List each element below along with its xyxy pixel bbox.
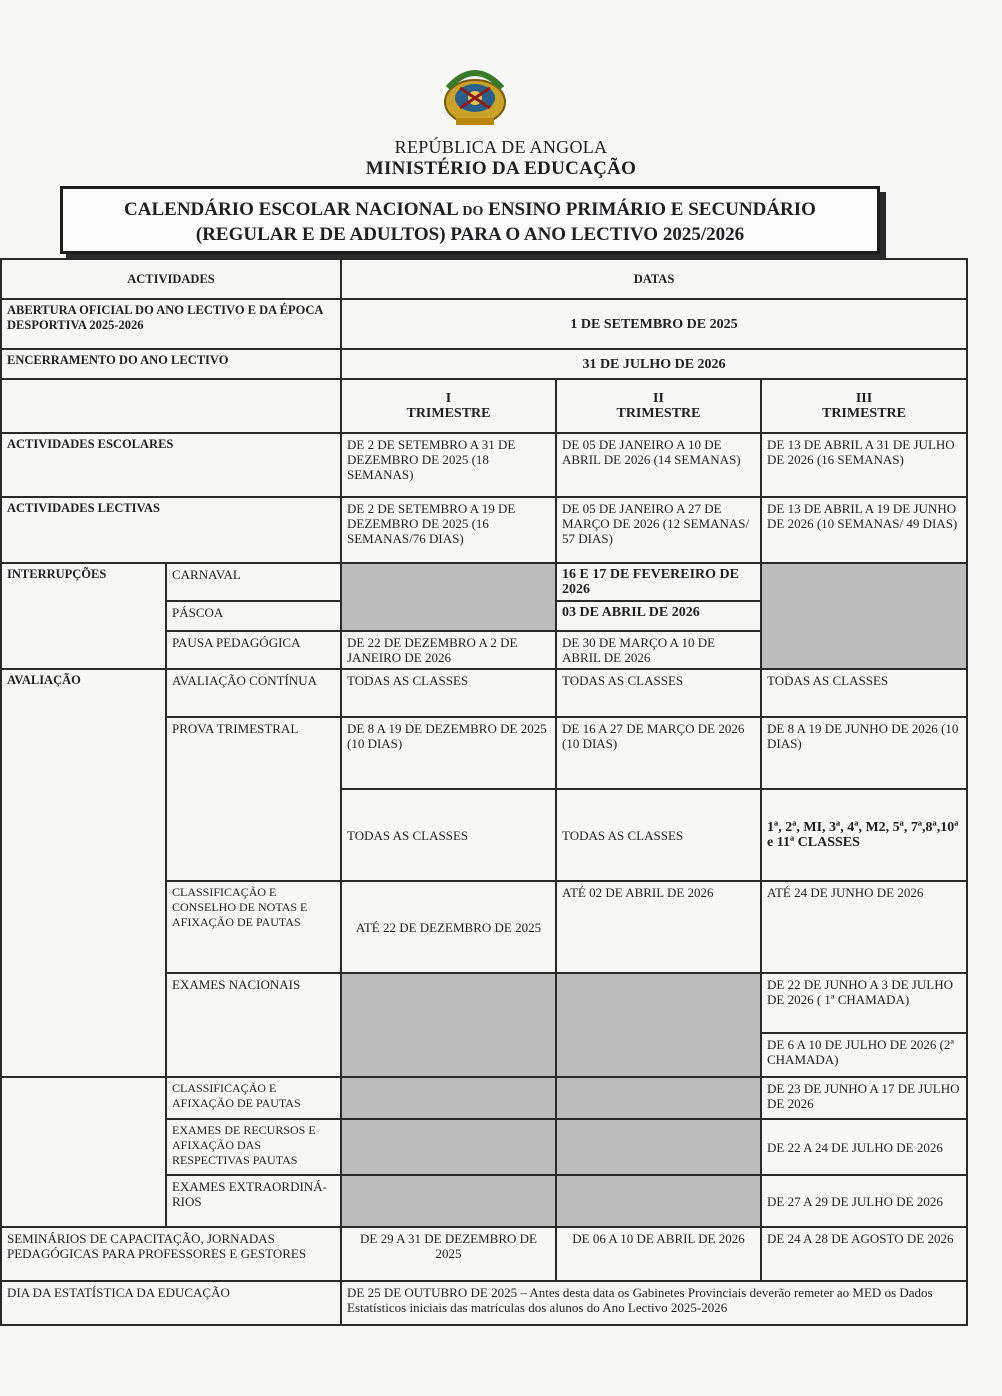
school-activities-t3: DE 13 DE ABRIL A 31 DE JULHO DE 2026 (16 SEMANAS) xyxy=(761,433,967,497)
trimester-1-header xyxy=(341,379,556,433)
grey-cell xyxy=(341,1119,556,1175)
table-row xyxy=(1,497,967,563)
trimester-header-row xyxy=(1,379,967,433)
continuous-label: AVALIAÇÃO CONTÍNUA xyxy=(166,669,341,717)
grey-cell xyxy=(556,1119,761,1175)
trimester-1-label: TRIMESTRE xyxy=(406,406,491,421)
grey-cell xyxy=(556,973,761,1077)
title-line-2: (REGULAR E DE ADULTOS) PARA O ANO LECTIVO 2025/2026 xyxy=(195,224,745,245)
national-exams-1: DE 22 DE JUNHO A 3 DE JULHO DE 2026 ( 1ª CHAMADA) xyxy=(761,973,967,1033)
school-activities-label: ACTIVIDADES ESCOLARES xyxy=(1,433,341,497)
grey-cell xyxy=(341,1077,556,1119)
teaching-activities-t1: DE 2 DE SETEMBRO A 19 DE DEZEMBRO DE 2025 (16 SEMANAS/76 DIAS) xyxy=(341,497,556,563)
easter-label: PÁSCOA xyxy=(166,601,341,631)
grey-cell xyxy=(556,1175,761,1227)
grey-cell xyxy=(761,563,967,669)
trimester-3-label: TRIMESTRE xyxy=(821,406,907,421)
trimester-1-num: I xyxy=(445,391,452,406)
classif2-label: CLASSIFICAÇÃO E AFIXAÇÃO DE PAUTAS xyxy=(166,1077,341,1119)
angola-coat-of-arms-emblem xyxy=(438,62,512,128)
pedagogical-break-t2: DE 30 DE MARÇO A 10 DE ABRIL DE 2026 xyxy=(556,631,761,669)
grey-cell xyxy=(556,1077,761,1119)
table-row xyxy=(1,669,967,717)
table-header-row xyxy=(1,259,967,299)
trimester-3-num: III xyxy=(855,391,873,406)
classification-label: CLASSIFICAÇÃO E CONSELHO DE NOTAS E AFIXAÇÃO DE PAUTAS xyxy=(166,881,341,973)
grey-cell xyxy=(341,563,556,631)
pedagogical-break-t1: DE 22 DE DEZEMBRO A 2 DE JANEIRO DE 2026 xyxy=(341,631,556,669)
school-activities-t2: DE 05 DE JANEIRO A 10 DE ABRIL DE 2026 (14 SEMANAS) xyxy=(556,433,761,497)
quarterly-label: PROVA TRIMESTRAL xyxy=(166,717,341,881)
grey-cell xyxy=(341,1175,556,1227)
carnival-date: 16 E 17 DE FEVEREIRO DE 2026 xyxy=(556,563,761,601)
extra-exams-label: EXAMES EXTRAORDINÁ-RIOS xyxy=(166,1175,341,1227)
col-dates-header: DATAS xyxy=(341,259,967,299)
table-row xyxy=(1,433,967,497)
statistics-day-label: DIA DA ESTATÍSTICA DA EDUCAÇÃO xyxy=(1,1281,341,1325)
trimester-2-num: II xyxy=(653,391,664,406)
teaching-activities-label: ACTIVIDADES LECTIVAS xyxy=(1,497,341,563)
ministry-heading: MINISTÉRIO DA EDUCAÇÃO xyxy=(365,158,637,179)
carnival-label: CARNAVAL xyxy=(166,563,341,601)
table-row xyxy=(1,563,967,601)
easter-date: 03 DE ABRIL DE 2026 xyxy=(556,601,761,631)
statistics-day-text: DE 25 DE OUTUBRO DE 2025 – Antes desta data os Gabinetes Provinciais deverão remeter ao MED os Dados Estatísticos iniciais das matrículas dos alunos do Ano Lectivo 2025-2026 xyxy=(341,1281,967,1325)
national-exams-label: EXAMES NACIONAIS xyxy=(166,973,341,1077)
calendar-title-box xyxy=(60,186,880,254)
quarterly-classes-t2: TODAS AS CLASSES xyxy=(556,789,761,881)
classif2-date: DE 23 DE JUNHO A 17 DE JULHO DE 2026 xyxy=(761,1077,967,1119)
quarterly-classes-t1: TODAS AS CLASSES xyxy=(341,789,556,881)
opening-date: 1 DE SETEMBRO DE 2025 xyxy=(341,299,967,349)
table-row xyxy=(1,299,967,349)
classification-t3: ATÉ 24 DE JUNHO DE 2026 xyxy=(761,881,967,973)
table-row xyxy=(1,349,967,379)
empty-cell xyxy=(1,1077,166,1227)
continuous-t2: TODAS AS CLASSES xyxy=(556,669,761,717)
classification-t1: ATÉ 22 DE DEZEMBRO DE 2025 xyxy=(341,881,556,973)
pedagogical-break-label: PAUSA PEDAGÓGICA xyxy=(166,631,341,669)
continuous-t1: TODAS AS CLASSES xyxy=(341,669,556,717)
grey-cell xyxy=(341,973,556,1077)
interruptions-label: INTERRUPÇÕES xyxy=(1,563,166,669)
quarterly-date-t1: DE 8 A 19 DE DEZEMBRO DE 2025 (10 DIAS) xyxy=(341,717,556,789)
seminars-t2: DE 06 A 10 DE ABRIL DE 2026 xyxy=(556,1227,761,1281)
classification-t2: ATÉ 02 DE ABRIL DE 2026 xyxy=(556,881,761,973)
teaching-activities-t3: DE 13 DE ABRIL A 19 DE JUNHO DE 2026 (10 SEMANAS/ 49 DIAS) xyxy=(761,497,967,563)
quarterly-date-t3: DE 8 A 19 DE JUNHO DE 2026 (10 DIAS) xyxy=(761,717,967,789)
seminars-t1: DE 29 A 31 DE DEZEMBRO DE 2025 xyxy=(341,1227,556,1281)
closing-date: 31 DE JULHO DE 2026 xyxy=(341,349,967,379)
closing-label: ENCERRAMENTO DO ANO LECTIVO xyxy=(1,349,341,379)
appeals-date: DE 22 A 24 DE JULHO DE 2026 xyxy=(761,1119,967,1175)
opening-label: ABERTURA OFICIAL DO ANO LECTIVO E DA ÉPOCA DESPORTIVA 2025-2026 xyxy=(1,299,341,349)
republic-heading: REPÚBLICA DE ANGOLA xyxy=(394,137,608,157)
teaching-activities-t2: DE 05 DE JANEIRO A 27 DE MARÇO DE 2026 (12 SEMANAS/ 57 DIAS) xyxy=(556,497,761,563)
trimester-2-header xyxy=(556,379,761,433)
calendar-table xyxy=(0,258,968,1326)
table-row xyxy=(1,1227,967,1281)
title-line-1 xyxy=(63,198,877,223)
national-exams-2: DE 6 A 10 DE JULHO DE 2026 (2ª CHAMADA) xyxy=(761,1033,967,1077)
title-line-1b: DO xyxy=(462,204,484,219)
evaluation-label: AVALIAÇÃO xyxy=(1,669,166,1077)
seminars-label: SEMINÁRIOS DE CAPACITAÇÃO, JORNADAS PEDAGÓGICAS PARA PROFESSORES E GESTORES xyxy=(1,1227,341,1281)
table-row xyxy=(1,1077,967,1119)
title-line-1c: ENSINO PRIMÁRIO E SECUNDÁRIO xyxy=(488,199,816,220)
col-activities-header: ACTIVIDADES xyxy=(1,259,341,299)
quarterly-classes-t3: 1ª, 2ª, MI, 3ª, 4ª, M2, 5ª, 7ª,8ª,10ª e 11ª CLASSES xyxy=(761,789,967,881)
table-row xyxy=(1,1281,967,1325)
appeals-label: EXAMES DE RECURSOS E AFIXAÇÃO DAS RESPECTIVAS PAUTAS xyxy=(166,1119,341,1175)
extra-exams-date: DE 27 A 29 DE JULHO DE 2026 xyxy=(761,1175,967,1227)
quarterly-date-t2: DE 16 A 27 DE MARÇO DE 2026 (10 DIAS) xyxy=(556,717,761,789)
title-line-1a: CALENDÁRIO ESCOLAR NACIONAL xyxy=(124,199,458,220)
trimester-3-header xyxy=(761,379,967,433)
seminars-t3: DE 24 A 28 DE AGOSTO DE 2026 xyxy=(761,1227,967,1281)
school-activities-t1: DE 2 DE SETEMBRO A 31 DE DEZEMBRO DE 2025 (18 SEMANAS) xyxy=(341,433,556,497)
continuous-t3: TODAS AS CLASSES xyxy=(761,669,967,717)
trimester-2-label: TRIMESTRE xyxy=(616,406,701,421)
empty-cell xyxy=(1,379,341,433)
